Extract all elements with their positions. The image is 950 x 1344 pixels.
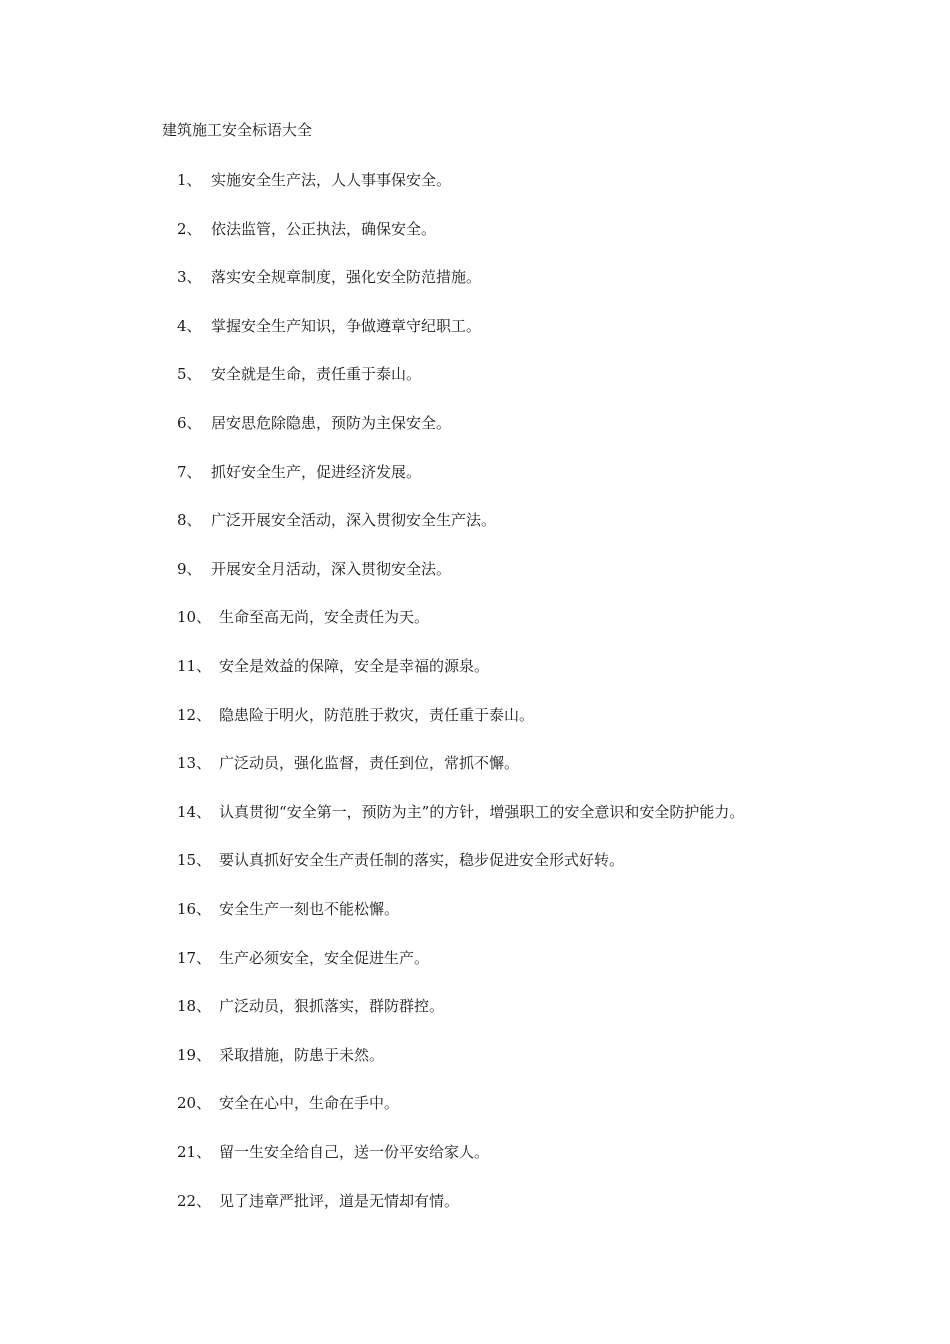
slogan-text: 依法监管，公正执法，确保安全。 — [211, 220, 437, 238]
slogan-item — [177, 170, 451, 190]
slogan-number: 1、 — [177, 171, 202, 189]
slogan-item — [177, 510, 496, 530]
slogan-item — [177, 364, 421, 384]
slogan-text: 实施安全生产法，人人事事保安全。 — [211, 171, 452, 189]
slogan-item — [177, 1191, 459, 1211]
slogan-item — [177, 948, 429, 968]
slogan-text: 隐患险于明火，防范胜于救灾，责任重于泰山。 — [219, 706, 535, 724]
slogan-number: 9、 — [177, 560, 202, 578]
slogan-text: 开展安全月活动，深入贯彻安全法。 — [211, 560, 452, 578]
slogan-text: 生产必须安全，安全促进生产。 — [219, 949, 430, 967]
slogan-item — [177, 1093, 399, 1113]
slogan-text: 广泛动员，狠抓落实，群防群控。 — [219, 997, 445, 1015]
slogan-item — [177, 1142, 489, 1162]
slogan-text: 掌握安全生产知识，争做遵章守纪职工。 — [211, 317, 482, 335]
slogan-number: 22、 — [177, 1192, 212, 1210]
slogan-text: 安全在心中，生命在手中。 — [219, 1094, 400, 1112]
slogan-text: 认真贯彻“安全第一，预防为主”的方针，增强职工的安全意识和安全防护能力。 — [219, 803, 745, 821]
slogan-number: 21、 — [177, 1143, 212, 1161]
document-title: 建筑施工安全标语大全 — [162, 121, 313, 139]
slogan-number: 7、 — [177, 463, 202, 481]
slogan-item — [177, 705, 534, 725]
slogan-text: 要认真抓好安全生产责任制的落实，稳步促进安全形式好转。 — [219, 851, 625, 869]
slogan-text: 抓好安全生产，促进经济发展。 — [211, 463, 422, 481]
slogan-number: 10、 — [177, 608, 212, 626]
slogan-number: 17、 — [177, 949, 212, 967]
slogan-number: 13、 — [177, 754, 212, 772]
slogan-item — [177, 462, 421, 482]
slogan-text: 落实安全规章制度，强化安全防范措施。 — [211, 268, 482, 286]
slogan-item — [177, 607, 429, 627]
slogan-item — [177, 267, 481, 287]
slogan-item — [177, 802, 744, 822]
slogan-number: 15、 — [177, 851, 212, 869]
slogan-item — [177, 899, 399, 919]
slogan-number: 4、 — [177, 317, 202, 335]
slogan-text: 安全生产一刻也不能松懈。 — [219, 900, 400, 918]
slogan-number: 11、 — [177, 657, 212, 675]
slogan-text: 广泛开展安全活动，深入贯彻安全生产法。 — [211, 511, 497, 529]
slogan-text: 广泛动员，强化监督，责任到位，常抓不懈。 — [219, 754, 520, 772]
slogan-item — [177, 559, 451, 579]
slogan-number: 5、 — [177, 365, 202, 383]
slogan-number: 2、 — [177, 220, 202, 238]
slogan-number: 6、 — [177, 414, 202, 432]
slogan-text: 采取措施，防患于未然。 — [219, 1046, 385, 1064]
slogan-item — [177, 656, 489, 676]
slogan-text: 安全是效益的保障，安全是幸福的源泉。 — [219, 657, 490, 675]
slogan-number: 20、 — [177, 1094, 212, 1112]
slogan-number: 19、 — [177, 1046, 212, 1064]
slogan-text: 生命至高无尚，安全责任为天。 — [219, 608, 430, 626]
slogan-item — [177, 219, 436, 239]
slogan-number: 3、 — [177, 268, 202, 286]
slogan-item — [177, 753, 519, 773]
slogan-text: 留一生安全给自己，送一份平安给家人。 — [219, 1143, 490, 1161]
slogan-item — [177, 413, 451, 433]
slogan-number: 18、 — [177, 997, 212, 1015]
slogan-item — [177, 1045, 384, 1065]
slogan-item — [177, 996, 444, 1016]
slogan-text: 安全就是生命，责任重于泰山。 — [211, 365, 422, 383]
slogan-number: 14、 — [177, 803, 212, 821]
slogan-number: 8、 — [177, 511, 202, 529]
slogan-number: 12、 — [177, 706, 212, 724]
slogan-item — [177, 316, 481, 336]
slogan-text: 居安思危除隐患，预防为主保安全。 — [211, 414, 452, 432]
slogan-item — [177, 850, 624, 870]
slogan-text: 见了违章严批评，道是无情却有情。 — [219, 1192, 460, 1210]
slogan-number: 16、 — [177, 900, 212, 918]
